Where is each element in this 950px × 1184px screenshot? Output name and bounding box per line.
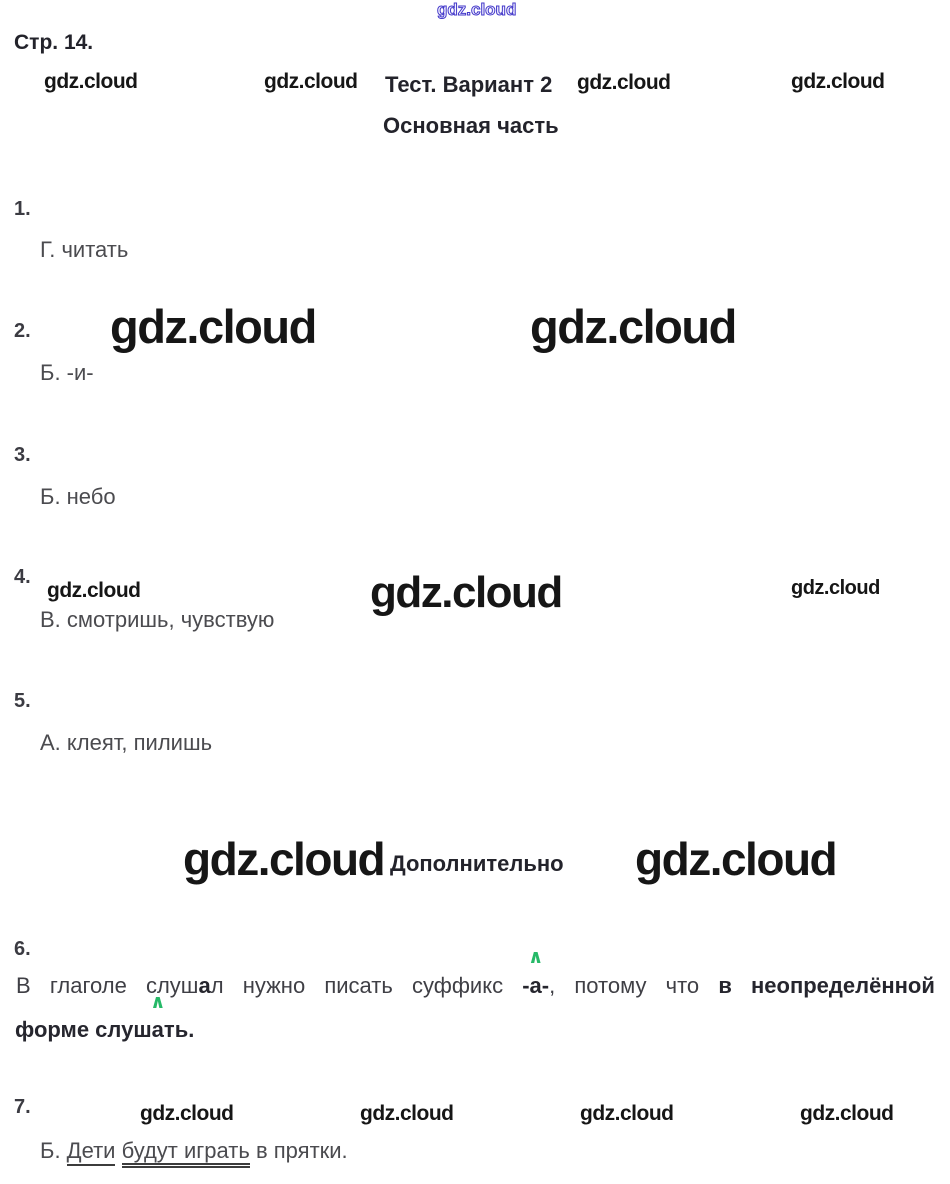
suffix-caret-icon: ∧ [150,992,166,1013]
gdz-cloud-watermark: gdz.cloud [140,1102,234,1125]
answer-7-underlined-double: будут играть [122,1138,250,1168]
gdz-cloud-watermark: gdz.cloud [110,300,316,353]
answer-3-text: Б. небо [40,484,116,509]
gdz-cloud-watermark: gdz.cloud [44,70,138,93]
test-title: Тест. Вариант 2 [385,72,553,97]
gdz-cloud-watermark: gdz.cloud [360,1102,454,1125]
answer-7-segment: в прятки. [249,1138,348,1163]
gdz-cloud-watermark: gdz.cloud [635,833,837,885]
gdz-cloud-watermark: gdz.cloud [800,1102,894,1125]
gdz-cloud-watermark: gdz.cloud [370,568,562,617]
answer-6-word: суффикс [411,973,504,998]
question-6-number: 6. [14,938,31,960]
question-3-number: 3. [14,444,31,466]
page-number-label: Стр. 14. [14,31,94,54]
answer-7-text [40,1138,348,1164]
gdz-cloud-watermark: gdz.cloud [183,833,385,885]
section-title: Основная часть [383,113,559,138]
answer-7-segment: Б. [40,1138,67,1163]
answer-6-word: слушал [145,973,224,998]
answer-6-word: нужно [242,973,306,998]
answer-6-word: писать [324,973,393,998]
gdz-cloud-watermark: gdz.cloud [580,1102,674,1125]
question-5-number: 5. [14,690,31,712]
answer-6-word: -а- ∧ , [522,947,556,998]
answer-6-word: в [718,973,732,998]
question-4-number: 4. [14,566,31,588]
answer-6-word: глаголе [49,973,127,998]
question-1-number: 1. [14,198,31,220]
answer-6-word: неопределённой [750,973,935,998]
answer-2-text: Б. -и- [40,360,94,385]
answer-6-word: что [665,973,700,998]
answer-4-text: В. смотришь, чувствую [40,607,275,632]
suffix-caret-icon: ∧ [527,947,544,968]
gdz-cloud-watermark: gdz.cloud [437,0,517,19]
question-7-number: 7. [14,1096,31,1118]
answer-1-text: Г. читать [40,237,129,262]
answer-7-segment [115,1138,121,1163]
gdz-cloud-watermark: gdz.cloud [577,71,671,94]
gdz-cloud-watermark: gdz.cloud [530,300,736,353]
gdz-cloud-watermark: gdz.cloud [791,577,880,599]
gdz-cloud-watermark: gdz.cloud [47,579,141,602]
answer-7-underlined-single: Дети [67,1138,116,1166]
answer-6-word: потому [574,973,647,998]
answer-6-word: В [16,973,31,998]
gdz-cloud-watermark: gdz.cloud [264,70,358,93]
gdz-cloud-watermark: gdz.cloud [791,70,885,93]
extra-section-title: Дополнительно [390,851,564,876]
question-2-number: 2. [14,320,31,342]
answer-6-line-2: форме слуша ∧ ть. [15,992,195,1042]
answer-5-text: А. клеят, пилишь [40,730,213,755]
